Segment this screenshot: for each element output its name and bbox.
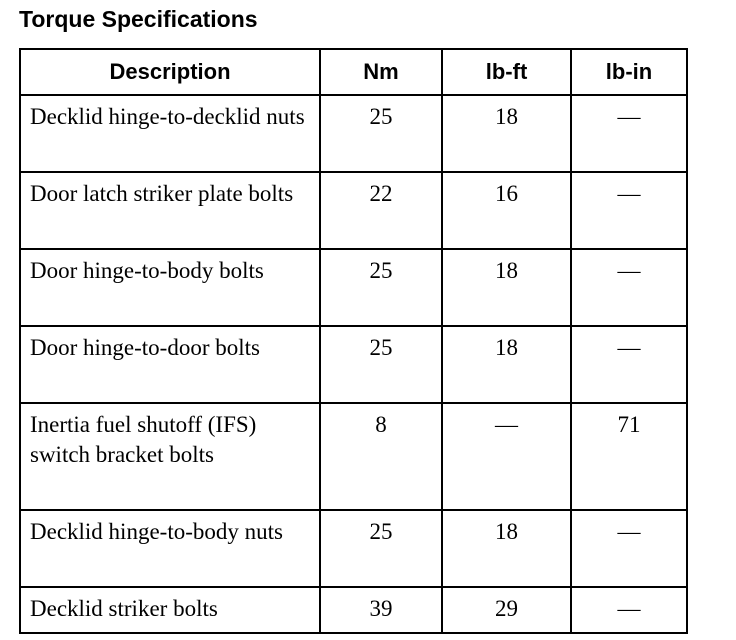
table-row	[20, 172, 687, 249]
lb-ft-cell: 16	[442, 172, 571, 249]
table-row	[20, 587, 687, 633]
page-title: Torque Specifications	[19, 6, 258, 32]
torque-specifications-table	[19, 48, 688, 634]
lb-ft-cell: —	[442, 403, 571, 510]
description-cell: Decklid hinge-to-decklid nuts	[20, 95, 320, 172]
table-row	[20, 326, 687, 403]
lb-in-cell: 71	[571, 403, 687, 510]
lb-ft-cell: 29	[442, 587, 571, 633]
column-header-lb-in: lb-in	[571, 49, 687, 95]
lb-in-cell: —	[571, 326, 687, 403]
table-row	[20, 249, 687, 326]
lb-in-cell: —	[571, 510, 687, 587]
nm-cell: 39	[320, 587, 442, 633]
lb-ft-cell: 18	[442, 510, 571, 587]
table-row	[20, 510, 687, 587]
nm-cell: 8	[320, 403, 442, 510]
description-cell: Inertia fuel shutoff (IFS) switch bracket bolts	[20, 403, 320, 510]
lb-in-cell: —	[571, 172, 687, 249]
lb-ft-cell: 18	[442, 326, 571, 403]
lb-ft-cell: 18	[442, 95, 571, 172]
description-cell: Door latch striker plate bolts	[20, 172, 320, 249]
nm-cell: 25	[320, 249, 442, 326]
column-header-description: Description	[20, 49, 320, 95]
lb-in-cell: —	[571, 95, 687, 172]
lb-ft-cell: 18	[442, 249, 571, 326]
nm-cell: 22	[320, 172, 442, 249]
description-cell: Door hinge-to-body bolts	[20, 249, 320, 326]
description-cell: Decklid hinge-to-body nuts	[20, 510, 320, 587]
table-row	[20, 95, 687, 172]
lb-in-cell: —	[571, 587, 687, 633]
description-cell: Decklid striker bolts	[20, 587, 320, 633]
description-cell: Door hinge-to-door bolts	[20, 326, 320, 403]
column-header-nm: Nm	[320, 49, 442, 95]
nm-cell: 25	[320, 326, 442, 403]
nm-cell: 25	[320, 510, 442, 587]
table-row	[20, 403, 687, 510]
nm-cell: 25	[320, 95, 442, 172]
table-header-row	[20, 49, 687, 95]
column-header-lb-ft: lb-ft	[442, 49, 571, 95]
lb-in-cell: —	[571, 249, 687, 326]
